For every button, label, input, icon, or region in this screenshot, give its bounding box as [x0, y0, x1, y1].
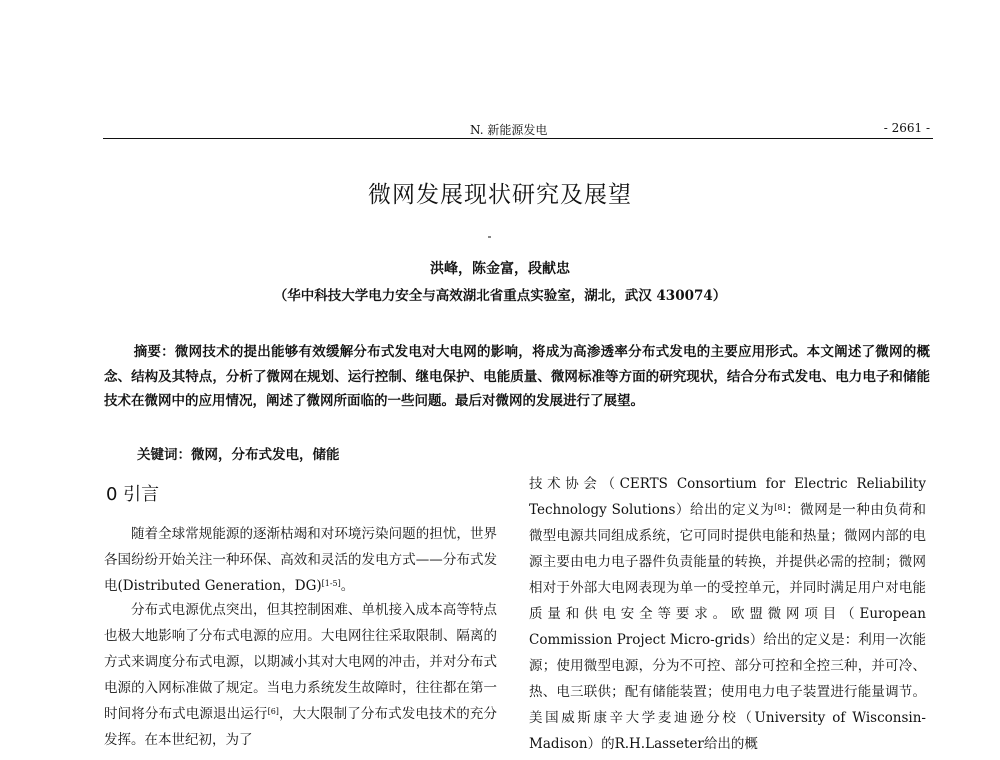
- left-p1-end: 。: [340, 578, 355, 594]
- keywords: [137, 443, 340, 463]
- section-heading: 0 引言: [106, 484, 160, 505]
- left-paragraph-1: [104, 521, 497, 599]
- left-p2-end: ，大大限制了分布式发电技术的充分发挥。在本世纪初，为了: [104, 706, 498, 748]
- page-number: - 2661 -: [883, 121, 930, 135]
- scan-speck: [488, 236, 491, 238]
- left-p2-text: 分布式电源优点突出，但其控制困难、单机接入成本高等特点也极大地影响了分布式电源的应用。大电网往往采取限制、隔离的方式来调度分布式电源，以期减小其对大电网的冲击，并对分布式电源的入网标准做了规定。当电力系统发生故障时，往往都在第一时间将分布式电源退出运行: [104, 602, 497, 722]
- citation: [6]: [267, 707, 279, 716]
- keywords-label: 关键词：: [137, 447, 191, 463]
- abstract-label: 摘要：: [133, 344, 175, 360]
- right-paragraph: [529, 471, 926, 757]
- running-header-section: N. 新能源发电: [470, 123, 548, 137]
- keywords-text: 微网，分布式发电，储能: [191, 447, 340, 463]
- authors: 洪峰，陈金富，段献忠: [430, 261, 570, 277]
- citation: [8]: [774, 503, 786, 512]
- affiliation: （华中科技大学电力安全与高效湖北省重点实验室，湖北，武汉 430074）: [273, 288, 727, 304]
- left-paragraph-2: [104, 597, 497, 753]
- citation: [1-5]: [321, 579, 341, 588]
- left-p1-text: 随着全球常规能源的逐渐枯竭和对环境污染问题的担忧，世界各国纷纷开始关注一种环保、高效和灵活的发电方式——分布式发电(Distributed Generation，DG): [104, 526, 497, 594]
- paper-title: 微网发展现状研究及展望: [368, 182, 632, 208]
- abstract-text: 微网技术的提出能够有效缓解分布式发电对大电网的影响，将成为高渗透率分布式发电的主要应用形式。本文阐述了微网的概念、结构及其特点，分析了微网在规划、运行控制、继电保护、电能质量、微网标准等方面的研究现状，结合分布式发电、电力电子和储能技术在微网中的应用情况，阐述了微网所面临的一些问题。最后对微网的发展进行了展望。: [104, 344, 931, 409]
- right-text-a: 技术协会（CERTS Consortium for Electric Reliability Technology Solutions）给出的定义为: [529, 476, 926, 518]
- header-rule: [103, 138, 933, 139]
- abstract: [104, 340, 930, 414]
- right-text-b: ：微网是一种由负荷和微型电源共同组成系统，它可同时提供电能和热量；微网内部的电源主要由电力电子器件负责能量的转换，并提供必需的控制；微网相对于外部大电网表现为单一的受控单元，并同时满足用户对电能质量和供电安全等要求。欧盟微网项目（European Commission Project Micro-grids）给出的定义是：利用一次能源；使用微型电源，分为不可控、部分可控和全控三种，并可冷、热、电三联供；配有储能装置；使用电力电子装置进行能量调节。美国威斯康辛大学麦迪逊分校（University of Wisconsin-Madison）的R.H.Lasseter给出的概: [529, 502, 926, 752]
